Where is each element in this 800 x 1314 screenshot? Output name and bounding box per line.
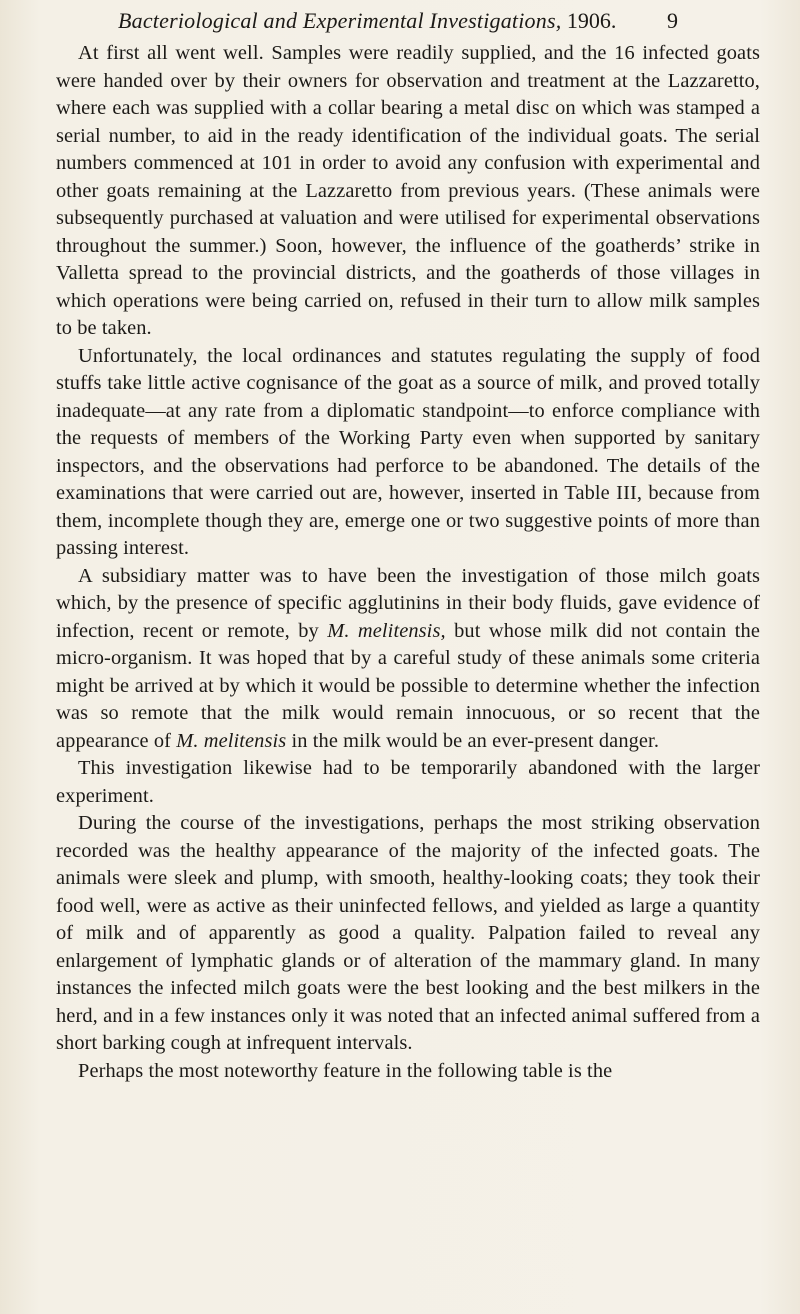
paragraph [56,563,760,756]
running-title: Bacteriological and Experimental Investigations, [118,8,562,33]
running-header [118,6,678,36]
paragraph [56,343,760,563]
text-segment: but whose milk did not contain the micro-organism. It was hoped that by a careful study of these animals some criteria might be arrived at by which it would be possible to determine whether the infection was so remote that the milk would remain innocuous, or so recent that the appearance of [56,619,760,752]
text-segment: This investigation likewise had to be temporarily abandoned with the larger experiment. [56,757,760,807]
paragraph [56,810,760,1058]
paragraph [56,1058,760,1086]
paragraph [56,755,760,810]
page-number: 9 [667,8,678,33]
text-segment: A subsidiary matter was to have been the investigation of those milch goats which, by the presence of specific agglutinins in their body fluids, gave evidence of infection, recent or remote, by [56,564,760,642]
paragraph [56,40,760,343]
text-segment: in the milk would be an ever-present danger. [286,729,660,752]
text-segment: During the course of the investigations, perhaps the most striking observation recorded was the healthy appearance of the majority of the infected goats. The animals were sleek and plump, with smooth, healthy-looking coats; they took their food well, were as active as their uninfected fellows, and yielded as large a quantity of milk and of apparently as good a quality. Palpation failed to reveal any enlargement of lymphatic glands or of alteration of the mammary gland. In many instances the infected milch goats were the best looking and the best milkers in the herd, and in a few instances only it was noted that an infected animal suffered from a short barking cough at infrequent intervals. [56,812,760,1054]
body-text [56,40,760,1085]
header-year: 1906. [566,8,617,33]
text-segment: Perhaps the most noteworthy feature in the following table is the [78,1059,613,1082]
text-segment: At first all went well. Samples were readily supplied, and the 16 infected goats were handed over by their owners for observation and treatment at the Lazzaretto, where each was supplied with a collar bearing a metal disc on which was stamped a serial number, to aid in the ready identification of the individual goats. The serial numbers commenced at 101 in order to avoid any confusion with experimental and other goats remaining at the Lazzaretto from previous years. (These animals were subsequently purchased at valuation and were utilised for experimental observations throughout the summer.) Soon, however, the influence of the goatherds’ strike in Valletta spread to the provincial districts, and the goatherds of those villages in which operations were being carried on, refused in their turn to allow milk samples to be taken. [56,42,760,339]
italic-text: M. melitensis [176,729,287,752]
italic-text: M. melitensis, [327,619,446,642]
text-segment: Unfortunately, the local ordinances and statutes regulating the supply of food stuffs take little active cognisance of the goat as a source of milk, and proved totally inadequate—at any rate from a diplomatic standpoint—to enforce compliance with the requests of members of the Working Party even when supported by sanitary inspectors, and the observations had perforce to be abandoned. The details of the examinations that were carried out are, however, inserted in Table III, because from them, incomplete though they are, emerge one or two suggestive points of more than passing interest. [56,344,760,559]
